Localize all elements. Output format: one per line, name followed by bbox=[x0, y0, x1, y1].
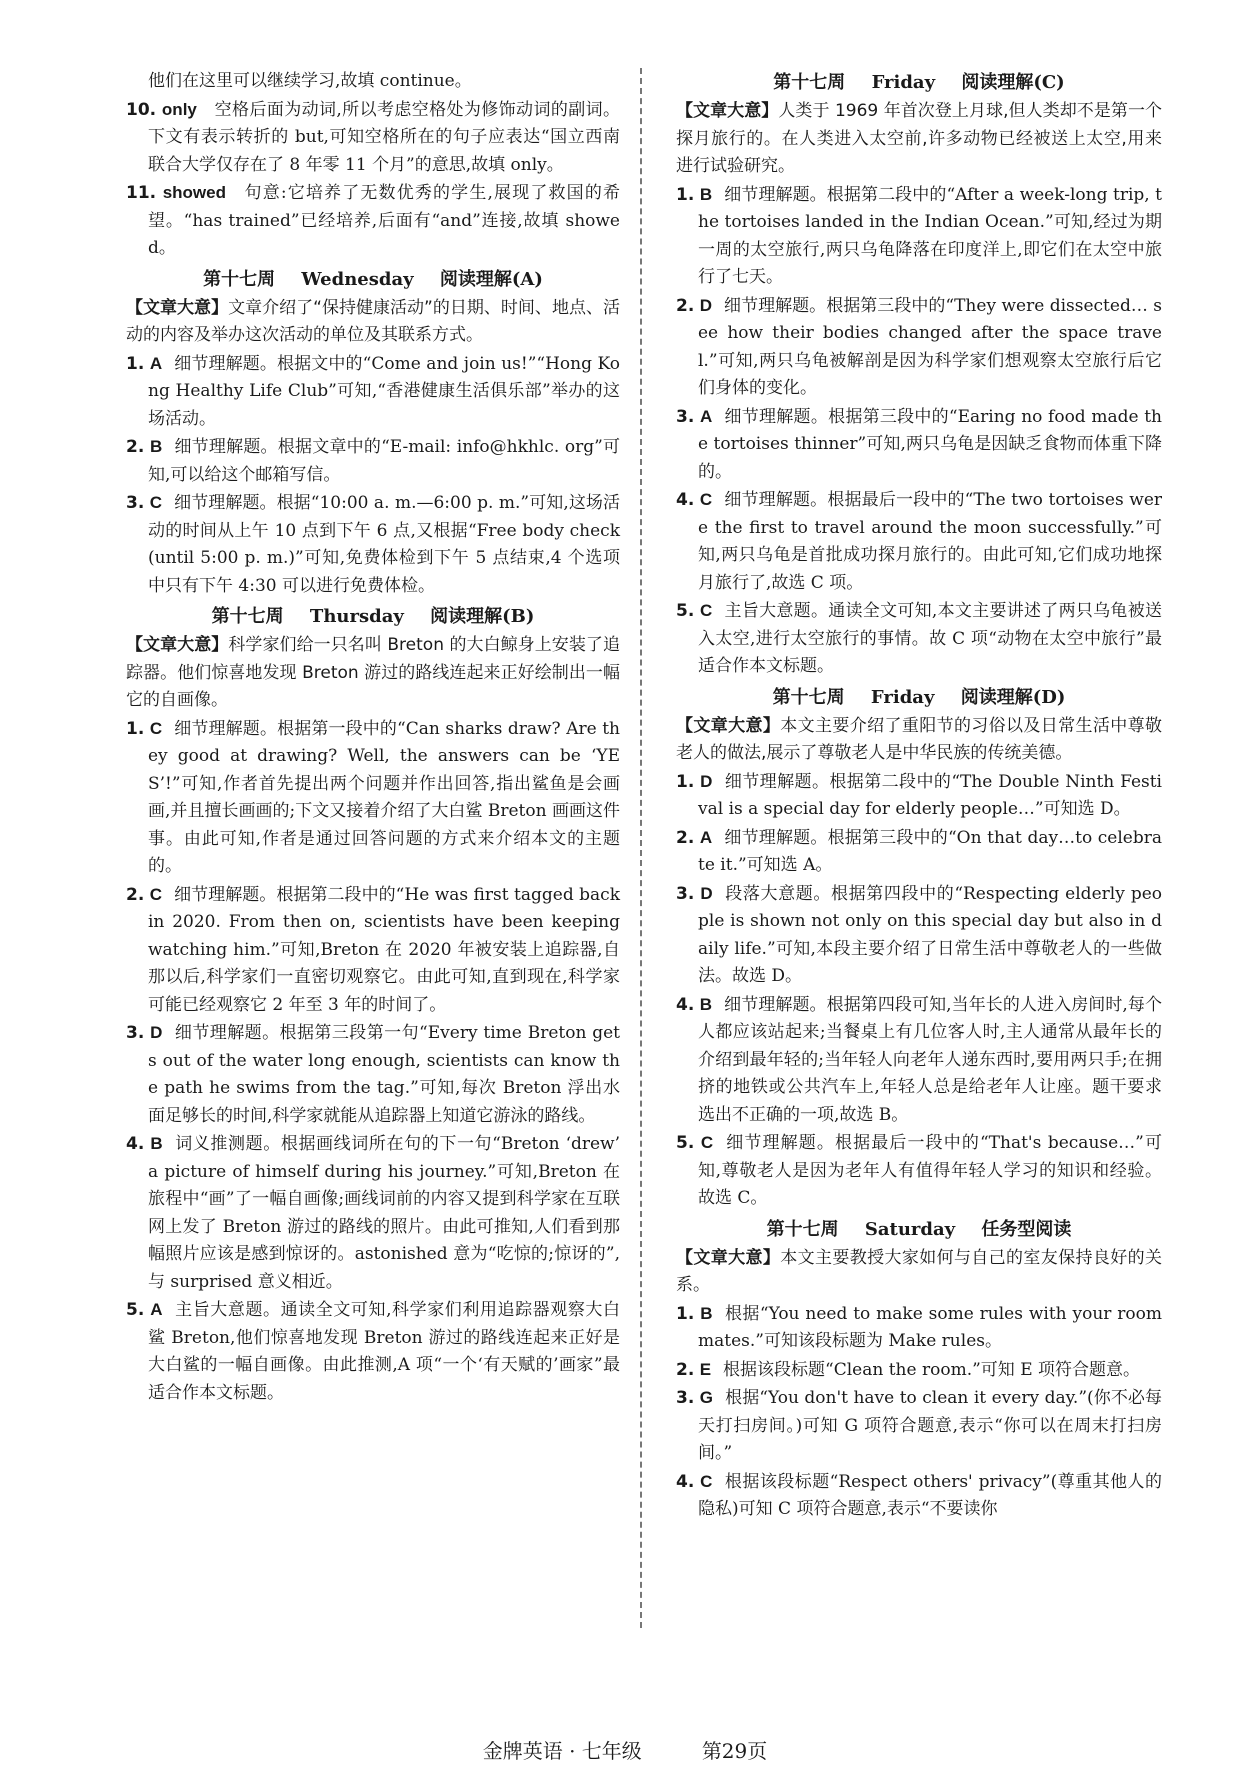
item-answer: B bbox=[699, 184, 713, 204]
item-explanation: 段落大意题。根据第四段中的“Respecting elderly people is shown not only on this special day but also in daily life.”可知,本段主要介绍了日常生活中尊敬老人的一些做法。故选 D。 bbox=[698, 883, 1162, 986]
article-summary bbox=[676, 98, 1162, 181]
section-heading bbox=[676, 1215, 1162, 1245]
heading-type: 阅读理解(B) bbox=[430, 606, 535, 627]
item-answer: C bbox=[700, 1471, 713, 1491]
answer-item bbox=[676, 1384, 1162, 1468]
answer-item bbox=[126, 1019, 620, 1130]
answer-item bbox=[126, 433, 620, 489]
item-answer: A bbox=[699, 827, 713, 847]
item-explanation: 主旨大意题。通读全文可知,本文主要讲述了两只乌龟被送入太空,进行太空旅行的事情。故 C 项“动物在太空中旅行”最适合作本文标题。 bbox=[698, 601, 1162, 676]
item-number: 1. bbox=[676, 184, 695, 205]
item-explanation: 细节理解题。根据第二段中的“He was first tagged back in 2020. From then on, scientists have been keeping watching him.”可知,Breton 在 2020 年被安装上追踪器,自那以后,科学家们一直密切观察它。由此可知,直到现在,科学家可能已经观察它 2 年至 3 年的时间了。 bbox=[148, 884, 620, 1015]
item-explanation: 根据该段标题“Clean the room.”可知 E 项符合题意。 bbox=[723, 1359, 1141, 1380]
item-number: 10. bbox=[126, 99, 157, 120]
item-answer: A bbox=[149, 353, 163, 373]
item-explanation: 细节理解题。根据文中的“Come and join us!”“Hong Kong Healthy Life Club”可知,“香港健康生活俱乐部”举办的这场活动。 bbox=[148, 353, 621, 429]
item-explanation: 句意:它培养了无数优秀的学生,展现了救国的希望。“has trained”已经培养,后面有“and”连接,故填 showed。 bbox=[148, 183, 620, 258]
summary-text: 本文主要教授大家如何与自己的室友保持良好的关系。 bbox=[676, 1247, 1163, 1295]
summary-tag: 【文章大意】 bbox=[676, 101, 779, 121]
heading-type: 阅读理解(C) bbox=[961, 72, 1065, 93]
answer-item bbox=[676, 181, 1162, 292]
item-answer: D bbox=[700, 883, 713, 903]
item-explanation: 主旨大意题。通读全文可知,科学家们利用追踪器观察大白鲨 Breton,他们惊喜地发现 Breton 游过的路线连起来正好是大白鲨的一幅自画像。由此推测,A 项“一个‘有天赋的’画家”最适合作本文标题。 bbox=[148, 1300, 620, 1403]
item-explanation: 细节理解题。根据最后一段中的“That's because…”可知,尊敬老人是因为老年人有值得年轻人学习的知识和经验。故选 C。 bbox=[698, 1133, 1162, 1208]
item-answer: D bbox=[699, 295, 713, 315]
item-explanation: 细节理解题。根据“10:00 a. m.—6:00 p. m.”可知,这场活动的时间从上午 10 点到下午 6 点,又根据“Free body check(until 5:00 p. m.)”可知,免费体检到下午 5 点结束,4 个选项中只有下午 4:30 可以进行免费体检。 bbox=[148, 493, 620, 596]
item-answer: C bbox=[699, 601, 713, 620]
item-answer: D bbox=[150, 1023, 163, 1042]
section-heading bbox=[676, 683, 1162, 713]
heading-day: Friday bbox=[871, 72, 936, 93]
answer-item bbox=[126, 715, 620, 881]
summary-tag: 【文章大意】 bbox=[126, 635, 229, 655]
section-heading bbox=[126, 602, 620, 632]
heading-day: Wednesday bbox=[301, 268, 414, 290]
heading-day: Thursday bbox=[309, 606, 404, 627]
article-summary bbox=[126, 632, 620, 715]
heading-day: Friday bbox=[870, 686, 935, 708]
summary-text: 人类于 1969 年首次登上月球,但人类却不是第一个探月旅行的。在人类进入太空前,许多动物已经被送上太空,用来进行试验研究。 bbox=[676, 101, 1162, 176]
summary-text: 文章介绍了“保持健康活动”的日期、时间、地点、活动的内容及举办这次活动的单位及其联系方式。 bbox=[126, 297, 620, 345]
section-heading bbox=[676, 68, 1162, 98]
item-number: 5. bbox=[676, 601, 695, 621]
item-answer: C bbox=[699, 490, 713, 509]
item-explanation: 空格后面为动词,所以考虑空格处为修饰动词的副词。下文有表示转折的 but,可知空格所在的句子应表达“国立西南联合大学仅存在了 8 年零 11 个月”的意思,故填 only。 bbox=[148, 99, 621, 175]
right-column bbox=[676, 68, 1162, 1524]
answer-item bbox=[676, 991, 1162, 1130]
item-answer: B bbox=[149, 437, 163, 456]
item-answer: A bbox=[699, 406, 713, 426]
heading-type: 阅读理解(A) bbox=[439, 268, 543, 290]
item-explanation: 根据“You don't have to clean it every day.”(你不必每天打扫房间。)可知 G 项符合题意,表示“你可以在周末打扫房间。” bbox=[698, 1388, 1163, 1463]
summary-text: 本文主要介绍了重阳节的习俗以及日常生活中尊敬老人的做法,展示了尊敬老人是中华民族的传统美德。 bbox=[676, 715, 1163, 763]
page-footer bbox=[0, 1735, 1250, 1764]
column-divider bbox=[640, 68, 642, 1628]
item-number: 3. bbox=[126, 493, 145, 513]
summary-tag: 【文章大意】 bbox=[676, 715, 781, 736]
article-summary bbox=[126, 295, 620, 350]
answer-item bbox=[126, 350, 620, 434]
heading-week: 第十七周 bbox=[772, 686, 845, 708]
answer-item bbox=[676, 880, 1162, 991]
item-number: 2. bbox=[676, 827, 695, 848]
item-number: 2. bbox=[676, 1359, 695, 1380]
item-answer: C bbox=[149, 884, 163, 904]
continued-text: 他们在这里可以继续学习,故填 continue。 bbox=[148, 71, 472, 91]
summary-tag: 【文章大意】 bbox=[126, 297, 229, 318]
item-answer: C bbox=[149, 718, 163, 738]
answer-item bbox=[676, 1129, 1162, 1213]
item-number: 1. bbox=[126, 718, 145, 739]
heading-day: Saturday bbox=[864, 1218, 956, 1240]
item-answer: C bbox=[149, 493, 163, 512]
article-summary bbox=[676, 1245, 1162, 1300]
item-number: 4. bbox=[676, 490, 695, 510]
left-column bbox=[126, 68, 620, 1407]
item-explanation: 细节理解题。根据最后一段中的“The two tortoises were the first to travel around the moon successfully.”可知,两只乌龟是首批成功探月旅行的。由此可知,它们成功地探月旅行了,故选 C 项。 bbox=[698, 490, 1163, 593]
answer-item bbox=[676, 1300, 1162, 1356]
item-number: 4. bbox=[126, 1134, 145, 1154]
item-number: 3. bbox=[676, 1388, 695, 1408]
item-number: 3. bbox=[676, 883, 695, 904]
item-number: 3. bbox=[676, 406, 695, 427]
item-answer: E bbox=[699, 1359, 712, 1379]
item-answer: A bbox=[150, 1300, 163, 1319]
answer-item bbox=[126, 179, 620, 263]
item-answer: C bbox=[700, 1133, 714, 1152]
heading-type: 阅读理解(D) bbox=[960, 686, 1066, 708]
item-answer: showed bbox=[162, 183, 226, 202]
heading-week: 第十七周 bbox=[203, 268, 276, 290]
item-explanation: 根据该段标题“Respect others' privacy”(尊重其他人的隐私)可知 C 项符合题意,表示“不要读你 bbox=[698, 1471, 1162, 1519]
item-answer: only bbox=[161, 99, 197, 119]
article-summary bbox=[676, 713, 1162, 768]
answer-item bbox=[126, 489, 620, 600]
item-number: 1. bbox=[676, 1303, 695, 1324]
answer-item bbox=[676, 824, 1162, 880]
book-title: 金牌英语 · 七年级 bbox=[482, 1739, 642, 1763]
answer-item bbox=[676, 597, 1162, 681]
item-number: 5. bbox=[126, 1300, 145, 1320]
item-explanation: 根据“You need to make some rules with your roommates.”可知该段标题为 Make rules。 bbox=[698, 1303, 1163, 1351]
item-number: 2. bbox=[126, 884, 145, 905]
answer-item bbox=[676, 1468, 1162, 1524]
answer-item bbox=[676, 486, 1162, 597]
heading-week: 第十七周 bbox=[773, 72, 846, 93]
summary-text: 科学家们给一只名叫 Breton 的大白鲸身上安装了追踪器。他们惊喜地发现 Breton 游过的路线连起来正好绘制出一幅它的自画像。 bbox=[126, 635, 620, 710]
item-explanation: 细节理解题。根据第二段中的“After a week-long trip, the tortoises landed in the Indian Ocean.”可知,经过为期一周的太空旅行,两只乌龟降落在印度洋上,即它们在太空中旅行了七天。 bbox=[698, 184, 1163, 287]
item-answer: B bbox=[150, 1134, 163, 1153]
item-number: 11. bbox=[126, 183, 157, 203]
item-answer: B bbox=[699, 994, 713, 1014]
answer-item bbox=[126, 1296, 620, 1407]
item-explanation: 细节理解题。根据第二段中的“The Double Ninth Festival is a special day for elderly people…”可知选 D。 bbox=[698, 771, 1162, 819]
item-explanation: 词义推测题。根据画线词所在句的下一句“Breton ‘drew’ a picture of himself during his journey.”可知,Breton 在旅程中“画”了一幅自画像;画线词前的内容又提到科学家在互联网上发了 Breton 游过的路线的照片。由此可推知,人们看到那幅照片应该是感到惊讶的。astonished 意为“吃惊的;惊讶的”,与 surprised 意义相近。 bbox=[148, 1134, 620, 1292]
answer-item bbox=[676, 292, 1162, 403]
item-explanation: 细节理解题。根据第三段中的“On that day…to celebrate it.”可知选 A。 bbox=[698, 827, 1162, 875]
item-number: 1. bbox=[126, 353, 145, 374]
item-explanation: 细节理解题。根据第四段可知,当年长的人进入房间时,每个人都应该站起来;当餐桌上有几位客人时,主人通常从最年长的介绍到最年轻的;当年轻人向老年人递东西时,要用两只手;在拥挤的地铁或公共汽车上,年轻人总是给老年人让座。题干要求选出不正确的一项,故选 B。 bbox=[698, 994, 1162, 1125]
item-explanation: 细节理解题。根据第一段中的“Can sharks draw? Are they good at drawing? Well, the answers can be ‘YES’!”可知,作者首先提出两个问题并作出回答,指出鲨鱼是会画画,并且擅长画画的;下文又接着介绍了大白鲨 Breton 画画这件事。由此可知,作者是通过回答问题的方式来介绍本文的主题的。 bbox=[148, 718, 620, 876]
item-answer: D bbox=[700, 771, 713, 791]
item-answer: G bbox=[699, 1388, 714, 1407]
page-number: 第29页 bbox=[701, 1739, 768, 1763]
answer-item bbox=[126, 881, 620, 1020]
summary-tag: 【文章大意】 bbox=[676, 1247, 781, 1268]
item-number: 5. bbox=[676, 1133, 695, 1153]
item-explanation: 细节理解题。根据第三段第一句“Every time Breton gets out of the water long enough, scientists can know the path he swims from the tag.”可知,每次 Breton 浮出水面足够长的时间,科学家就能从追踪器上知道它游泳的路线。 bbox=[148, 1023, 621, 1126]
item-explanation: 细节理解题。根据第三段中的“They were dissected… see how their bodies changed after the space travel.”可知,两只乌龟被解剖是因为科学家们想观察太空旅行后它们身体的变化。 bbox=[698, 295, 1162, 398]
section-heading bbox=[126, 265, 620, 295]
heading-type: 任务型阅读 bbox=[981, 1218, 1072, 1240]
item-explanation: 细节理解题。根据文章中的“E-mail: info@hkhlc. org”可知,可以给这个邮箱写信。 bbox=[148, 437, 621, 485]
item-number: 2. bbox=[676, 295, 695, 316]
item-number: 2. bbox=[126, 437, 145, 457]
item-number: 1. bbox=[676, 771, 695, 792]
heading-week: 第十七周 bbox=[766, 1218, 839, 1240]
item-answer: B bbox=[700, 1303, 713, 1323]
item-number: 3. bbox=[126, 1023, 145, 1043]
item-number: 4. bbox=[676, 1471, 695, 1492]
answer-item bbox=[676, 768, 1162, 824]
heading-week: 第十七周 bbox=[211, 606, 284, 627]
answer-item bbox=[676, 1356, 1162, 1385]
answer-item bbox=[676, 403, 1162, 487]
item-explanation: 细节理解题。根据第三段中的“Earing no food made the tortoises thinner”可知,两只乌龟是因缺乏食物而体重下降的。 bbox=[698, 406, 1162, 482]
answer-item bbox=[126, 1130, 620, 1296]
answer-item bbox=[126, 96, 620, 180]
item-number: 4. bbox=[676, 994, 695, 1015]
